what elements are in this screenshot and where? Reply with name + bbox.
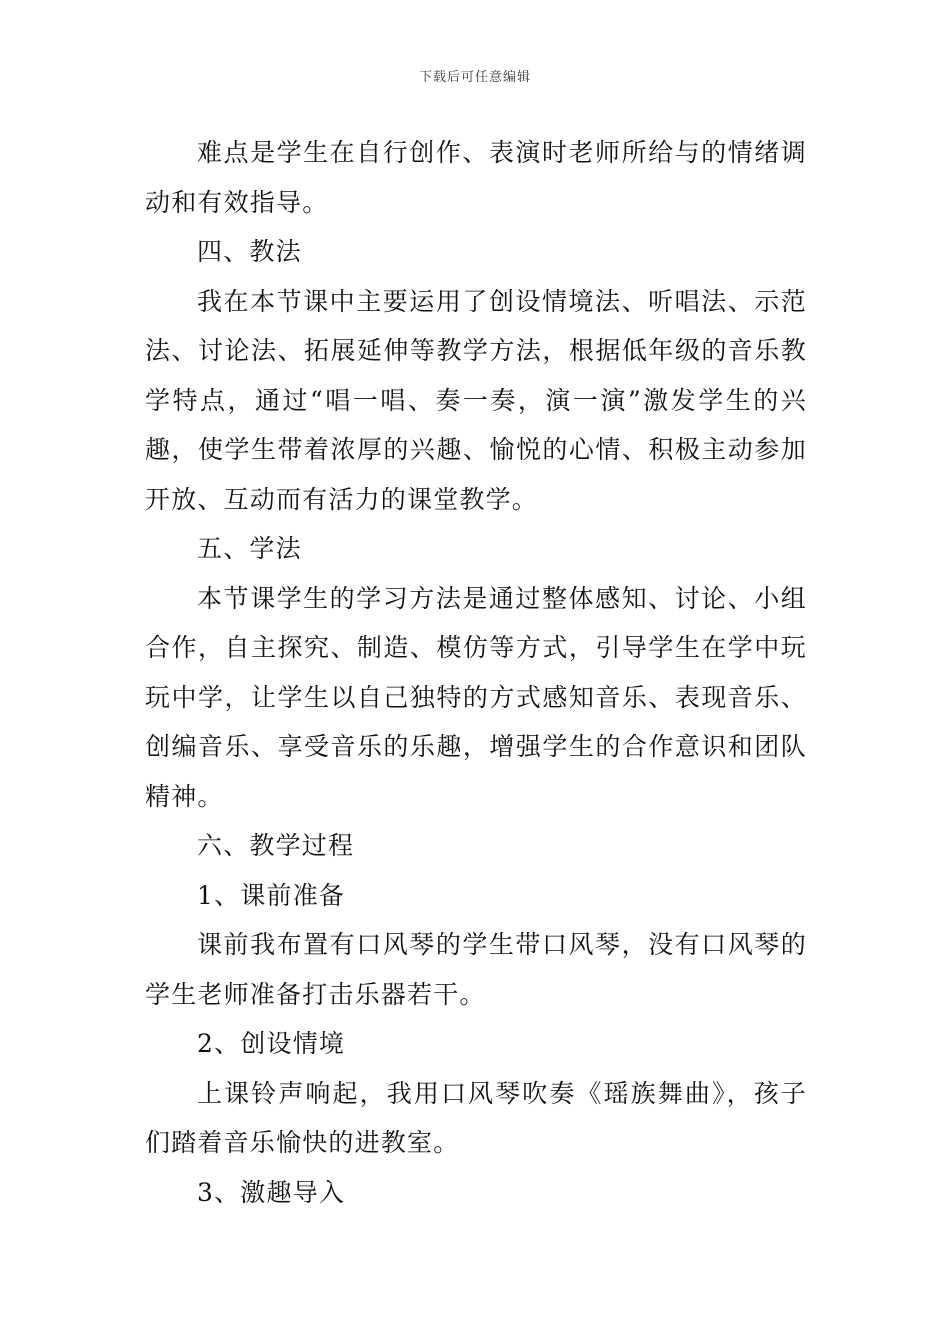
paragraph-teaching-method: 我在本节课中主要运用了创设情境法、听唱法、示范法、讨论法、拓展延伸等教学方法，根据低年级的音乐教学特点，通过“唱一唱、奏一奏，演一演”激发学生的兴趣，使学生带着浓厚的兴趣、愉悦的心情、积极主动参加开放、互动而有活力的课堂教学。 (145, 286, 807, 514)
heading-introduction: 3、激趣导入 (197, 1177, 346, 1207)
heading-preparation: 1、课前准备 (197, 880, 346, 910)
paragraph-preparation: 课前我布置有口风琴的学生带口风琴，没有口风琴的学生老师准备打击乐器若干。 (145, 930, 807, 1009)
heading-teaching-process: 六、教学过程 (197, 831, 355, 860)
document-body (145, 128, 807, 1217)
heading-create-scene: 2、创设情境 (197, 1029, 346, 1058)
heading-teaching-method: 四、教法 (197, 237, 302, 266)
paragraph-create-scene: 上课铃声响起，我用口风琴吹奏《瑶族舞曲》，孩子们踏着音乐愉快的进教室。 (145, 1078, 807, 1157)
heading-learning-method: 五、学法 (197, 534, 302, 563)
paragraph-difficulty: 难点是学生在自行创作、表演时老师所给与的情绪调动和有效指导。 (145, 138, 807, 217)
paragraph-learning-method: 本节课学生的学习方法是通过整体感知、讨论、小组合作，自主探究、制造、模仿等方式，引导学生在学中玩玩中学，让学生以自己独特的方式感知音乐、表现音乐、创编音乐、享受音乐的乐趣，增强学生的合作意识和团队精神。 (145, 583, 807, 811)
page-header: 下载后可任意编辑 (418, 70, 531, 85)
